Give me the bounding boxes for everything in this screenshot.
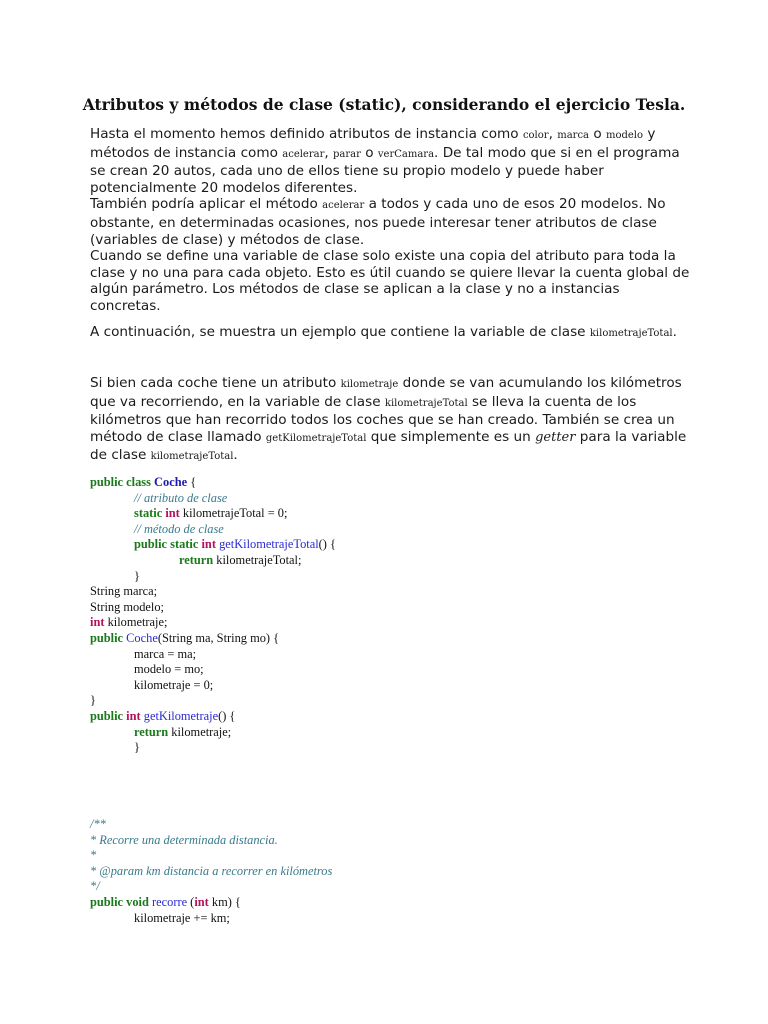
code-comment: // atributo de clase <box>134 490 228 505</box>
inline-code-kilometrajetotal: kilometrajeTotal <box>384 397 468 409</box>
paragraph-3: Cuando se define una variable de clase solo existe una copia del atributo para toda la clase y no una para cada objeto. Esto es útil cuando se quiere llevar la cuenta global de algún parámetro. Los métodos de clase se aplican a la clase y no a instancias concretas. <box>90 248 690 314</box>
inline-code-modelo: modelo <box>605 130 644 141</box>
document-title: Atributos y métodos de clase (static), considerando el ejercicio Tesla. <box>82 95 686 114</box>
code-line: marca = ma; <box>134 646 197 661</box>
code-comment: * <box>90 848 97 863</box>
inline-code-color: color <box>522 130 549 141</box>
inline-code-kilometrajetotal: kilometrajeTotal <box>150 451 234 463</box>
inline-code-vercamara: verCamara <box>377 148 435 160</box>
inline-code-marca: marca <box>557 130 590 141</box>
code-line: public int getKilometraje() { <box>90 708 236 723</box>
code-comment: * Recorre una determinada distancia. <box>90 832 278 847</box>
paragraph-2: También podría aplicar el método acelerar a todos y cada uno de esos 20 modelos. No obstante, en determinadas ocasiones, nos puede interesar tener atributos de clase (variables de clase) y métodos de clase. <box>90 196 666 248</box>
code-comment: // método de clase <box>134 521 224 536</box>
code-line: String modelo; <box>90 599 164 614</box>
code-line: static int kilometrajeTotal = 0; <box>134 506 288 521</box>
code-line: int kilometraje; <box>90 615 168 630</box>
code-line: return kilometraje; <box>134 724 232 739</box>
body-text-2 <box>90 324 690 343</box>
body-text-3 <box>90 375 690 466</box>
inline-code-acelerar: acelerar <box>322 200 365 212</box>
body-text <box>90 126 690 315</box>
code-comment: /** <box>90 817 106 831</box>
paragraph-1: Hasta el momento hemos definido atributos de instancia como color, marca o modelo y métodos de instancia como acelerar, parar o verCamara. De tal modo que si en el programa se crean 20 autos, cada uno de ellos tiene su propio modelo y puede haber potencialmente 20 modelos diferentes. <box>90 126 680 196</box>
code-line: public Coche(String ma, String mo) { <box>90 630 280 645</box>
code-line: } <box>90 693 96 708</box>
inline-code-kilometraje: kilometraje <box>340 379 399 390</box>
inline-code-getkilometrajetotal: getKilometrajeTotal <box>265 432 367 444</box>
paragraph-4: A continuación, se muestra un ejemplo que contiene la variable de clase kilometrajeTotal. <box>90 324 677 340</box>
code-line: kilometraje = 0; <box>134 677 214 692</box>
code-block-2 <box>90 817 730 926</box>
code-line: public void recorre (int km) { <box>90 894 241 909</box>
code-line: modelo = mo; <box>134 662 204 677</box>
code-line: kilometraje += km; <box>134 910 230 925</box>
code-line: } <box>134 568 140 583</box>
code-line: return kilometrajeTotal; <box>179 552 302 567</box>
emphasis-getter: getter <box>535 429 576 445</box>
inline-code-parar: parar <box>333 148 361 160</box>
code-line: public class Coche { <box>90 475 197 489</box>
code-block <box>90 475 730 756</box>
code-line: } <box>134 740 140 755</box>
paragraph-5: Si bien cada coche tiene un atributo kilometraje donde se van acumulando los kilómetros que va recorriendo, en la variable de clase kilometrajeTotal se lleva la cuenta de los kilómetros que han recorrido todos los coches que se han creado. También se crea un método de clase llamado getKilometrajeTotal que simplemente es un getter para la variable de clase kilometrajeTotal. <box>90 375 687 464</box>
inline-code-acelerar: acelerar <box>282 148 325 160</box>
code-line: public static int getKilometrajeTotal() { <box>134 537 336 552</box>
code-comment: */ <box>90 879 100 894</box>
code-comment: * @param km distancia a recorrer en kilómetros <box>90 863 333 878</box>
inline-code-kilometrajetotal: kilometrajeTotal <box>589 328 673 339</box>
code-line: String marca; <box>90 584 158 599</box>
